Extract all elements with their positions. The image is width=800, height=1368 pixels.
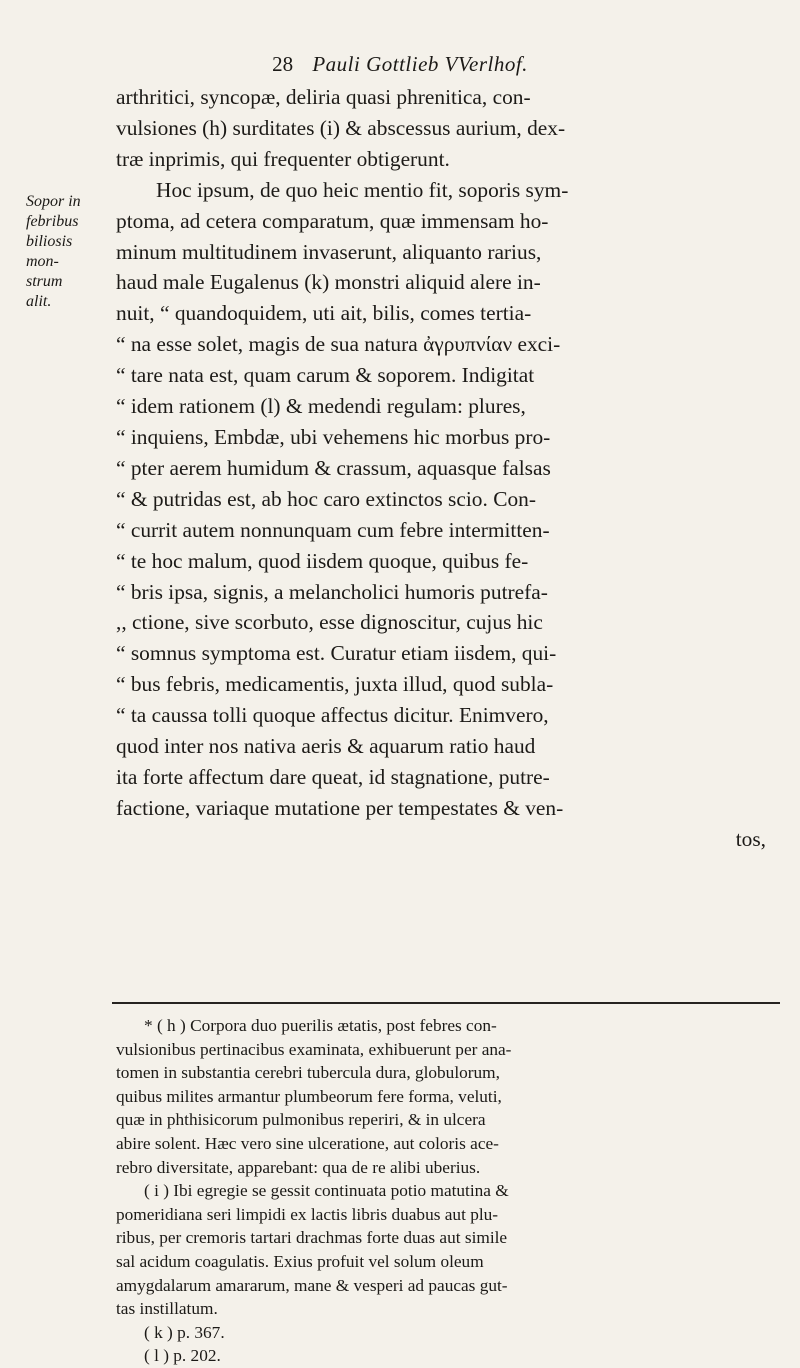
footnote-line: tas instillatum. — [116, 1299, 218, 1319]
footnote-line: quæ in phthisicorum pulmonibus reperiri, & in ulcera — [116, 1110, 486, 1130]
running-title: Pauli Gottlieb VVerlhof. — [312, 52, 528, 76]
text-line: tos, — [735, 826, 766, 851]
footnote-line: tomen in substantia cerebri tubercula dura, globulorum, — [116, 1063, 500, 1083]
text-line: træ inprimis, qui frequenter obtigerunt. — [116, 146, 450, 171]
text-line: “ somnus symptoma est. Curatur etiam iisdem, qui- — [116, 641, 557, 666]
text-line: arthritici, syncopæ, deliria quasi phrenitica, con- — [116, 85, 531, 109]
text-line: ptoma, ad cetera comparatum, quæ immensam ho- — [116, 208, 549, 233]
text-line: “ te hoc malum, quod iisdem quoque, quibus fe- — [116, 548, 529, 573]
footnote-rule — [112, 1002, 780, 1004]
text-line: “ & putridas est, ab hoc caro extinctos scio. Con- — [116, 486, 536, 511]
marginal-note-line: Sopor in — [26, 193, 81, 210]
text-line: “ na esse solet, magis de sua natura ἀγρυπνίαν exci- — [116, 332, 561, 357]
footnote-line: ribus, per cremoris tartari drachmas forte duas aut simile — [116, 1228, 508, 1248]
marginal-note-line: mon- — [26, 253, 59, 270]
text-line: factione, variaque mutatione per tempestates & ven- — [116, 795, 564, 820]
footnote-line: * ( h ) Corpora duo puerilis ætatis, post febres con- — [144, 1016, 497, 1035]
text-line: ita forte affectum dare queat, id stagnatione, putre- — [116, 764, 550, 789]
footnotes — [116, 1014, 780, 1368]
text-line: “ currit autem nonnunquam cum febre intermitten- — [116, 517, 550, 542]
marginal-note-line: alit. — [26, 293, 52, 310]
footnote-line: rebro diversitate, apparebant: qua de re alibi uberius. — [116, 1157, 481, 1177]
footnote-line: ( k ) p. 367. — [144, 1322, 225, 1342]
running-head — [0, 52, 800, 77]
text-line: vulsiones (h) surditates (i) & abscessus aurium, dex- — [116, 115, 566, 140]
text-line: nuit, “ quandoquidem, uti ait, bilis, comes tertia- — [116, 301, 532, 326]
text-line: “ idem rationem (l) & medendi regulam: plures, — [116, 394, 526, 419]
footnote-line: ( l ) p. 202. — [144, 1346, 221, 1366]
marginal-note-line: febribus — [26, 213, 79, 230]
text-line: “ bris ipsa, signis, a melancholici humoris putrefa- — [116, 579, 548, 604]
marginal-note-line: strum — [26, 273, 63, 290]
text-line: “ tare nata est, quam carum & soporem. Indigitat — [116, 363, 535, 388]
marginal-note-line: biliosis — [26, 233, 73, 250]
text-line: “ ta caussa tolli quoque affectus dicitur. Enimvero, — [116, 703, 549, 728]
footnote-line: ( i ) Ibi egregie se gessit continuata potio matutina & — [144, 1181, 509, 1201]
text-line: Hoc ipsum, de quo heic mentio fit, soporis sym- — [156, 177, 569, 202]
text-line: “ bus febris, medicamentis, juxta illud, quod subla- — [116, 672, 554, 697]
footnote-line: abire solent. Hæc vero sine ulceratione, aut coloris ace- — [116, 1133, 499, 1153]
text-line: haud male Eugalenus (k) monstri aliquid alere in- — [116, 270, 541, 295]
marginal-note — [26, 192, 96, 312]
main-text — [116, 82, 776, 855]
footnote-line: sal acidum coagulatis. Exius profuit vel solum oleum — [116, 1251, 484, 1271]
footnote-line: pomeridiana seri limpidi ex lactis libris duabus aut plu- — [116, 1204, 499, 1224]
footnote-line: quibus milites armantur plumbeorum fere forma, veluti, — [116, 1086, 502, 1106]
page-number: 28 — [272, 52, 294, 76]
text-line: ,, ctione, sive scorbuto, esse dignoscitur, cujus hic — [116, 610, 543, 635]
text-line: “ inquiens, Embdæ, ubi vehemens hic morbus pro- — [116, 424, 551, 449]
text-line: “ pter aerem humidum & crassum, aquasque falsas — [116, 455, 551, 480]
text-line: minum multitudinem invaserunt, aliquanto rarius, — [116, 239, 542, 264]
footnote-line: vulsionibus pertinacibus examinata, exhibuerunt per ana- — [116, 1039, 512, 1059]
text-line: quod inter nos nativa aeris & aquarum ratio haud — [116, 734, 536, 759]
footnote-line: amygdalarum amararum, mane & vesperi ad paucas gut- — [116, 1275, 508, 1295]
